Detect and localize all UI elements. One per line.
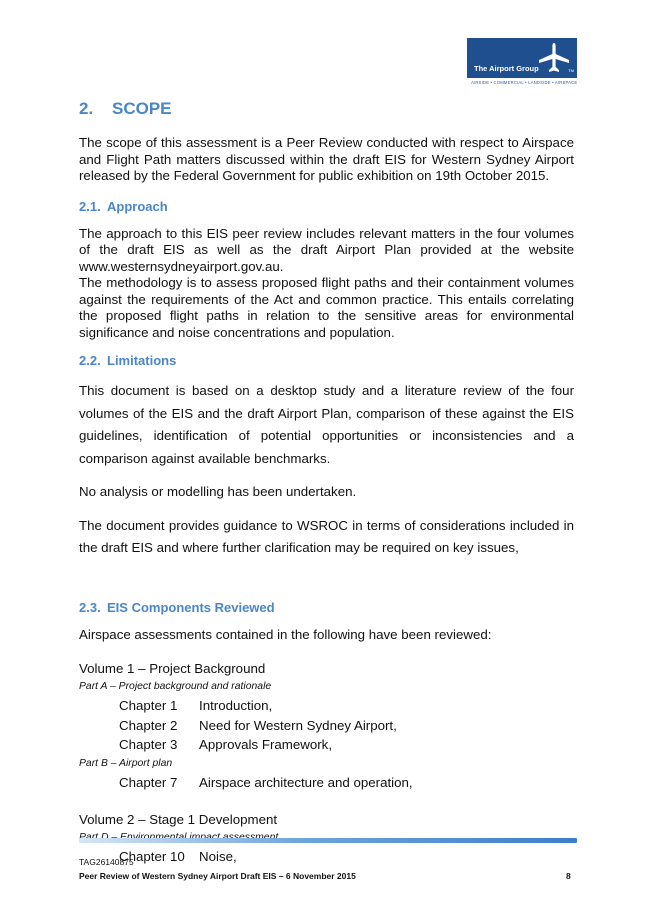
part-a-title: Part A – Project background and rationale (79, 681, 272, 692)
chapter-row (79, 696, 574, 716)
chapter-number: Chapter 2 (119, 717, 178, 733)
logo-trademark: TM (568, 68, 574, 73)
limitations-title: Limitations (107, 353, 177, 368)
chapter-title: Need for Western Sydney Airport, (199, 717, 397, 733)
approach-title: Approach (107, 198, 168, 214)
components-title: EIS Components Reviewed (107, 599, 275, 615)
chapter-row (79, 773, 574, 793)
chapter-row (79, 716, 574, 736)
approach-paragraph-1: The approach to this EIS peer review includes relevant matters in the four volumes of the draft EIS as well as the draft Airport Plan provided at the website www.westernsydneyairport.gov.au. (79, 225, 574, 274)
approach-heading (79, 199, 574, 214)
components-number: 2.3. (79, 599, 101, 615)
limitations-paragraph-1: This document is based on a desktop study and a literature review of the four volumes of the EIS and the draft Airport Plan, comparison of these against the EIS guidelines, identification of potential opportunities or inconsistencies and a comparison against available benchmarks. (79, 383, 574, 466)
approach-number: 2.1. (79, 198, 101, 214)
footer-title: Peer Review of Western Sydney Airport Draft EIS – 6 November 2015 (79, 871, 356, 881)
chapter-number: Chapter 10 (119, 849, 185, 864)
footer-document-code: TAG26140875 (79, 857, 134, 867)
logo-tagline: AIRSIDE • COMMERCIAL • LANDSIDE • AIRSPACE (471, 80, 578, 85)
limitations-heading (79, 353, 574, 368)
chapter-title: Noise, (199, 849, 237, 864)
section-heading (79, 99, 574, 119)
chapter-number: Chapter 3 (119, 737, 178, 752)
scope-paragraph: The scope of this assessment is a Peer Review conducted with respect to Airspace and Flight Path matters discussed within the draft EIS for Western Sydney Airport released by the Federal Government for public exhibition on 19th October 2015. (79, 135, 574, 183)
components-heading (79, 600, 574, 615)
page-number: 8 (566, 871, 571, 881)
chapter-row (79, 735, 574, 755)
section-title: SCOPE (112, 99, 172, 118)
page-body (79, 99, 574, 867)
limitations-number: 2.2. (79, 353, 101, 368)
section-number: 2. (79, 99, 94, 118)
chapter-title: Airspace architecture and operation, (199, 774, 413, 790)
chapter-number: Chapter 7 (119, 774, 178, 790)
chapter-title: Introduction, (199, 698, 273, 713)
airplane-icon (537, 42, 571, 74)
chapter-number: Chapter 1 (119, 698, 178, 713)
volume-2-title: Volume 2 – Stage 1 Development (79, 812, 278, 827)
logo-name: The Airport Group (474, 64, 539, 73)
components-intro: Airspace assessments contained in the following have been reviewed: (79, 626, 492, 642)
volume-1-title: Volume 1 – Project Background (79, 661, 266, 676)
limitations-paragraph-3: The document provides guidance to WSROC in terms of considerations included in the draft EIS and where further clarification may be required on key issues, (79, 517, 574, 555)
chapter-title: Approvals Framework, (199, 737, 333, 752)
approach-paragraph-2: The methodology is to assess proposed flight paths and their containment volumes against the requirements of the Act and common practice. This entails correlating the proposed flight paths in relation to the sensitive areas for environmental significance and noise concentrations and population. (79, 275, 574, 340)
limitations-paragraph-2: No analysis or modelling has been undertaken. (79, 484, 357, 499)
part-b-title: Part B – Airport plan (79, 757, 173, 769)
footer-divider (79, 838, 577, 843)
chapter-row (79, 847, 574, 867)
company-logo (467, 38, 577, 78)
